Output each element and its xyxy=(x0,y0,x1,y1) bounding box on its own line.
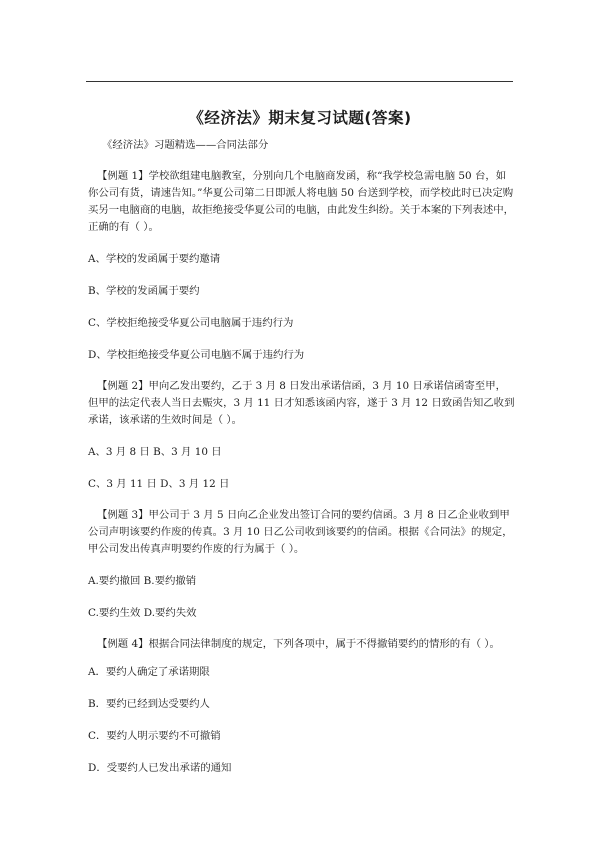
question-2-stem: 【例题 2】甲向乙发出要约，乙于 3 月 8 日发出承诺信函，3 月 10 日承诺信函寄至甲，但甲的法定代表人当日去赈灾，3 月 11 日才知悉该函内容，遂于 3 月 12 日致函告知乙收到承诺，该承诺的生效时间是（ ）。 xyxy=(88,380,515,426)
header-rule xyxy=(86,81,513,82)
question-3-options-cd: C.要约生效 D.要约失效 xyxy=(88,607,197,619)
question-4-stem: 【例题 4】根据合同法律制度的规定，下列各项中，属于不得撤销要约的情形的有（ ）。 xyxy=(97,638,500,650)
question-2-options-ab: A、3 月 8 日 B、3 月 10 日 xyxy=(88,446,222,458)
question-1-option-b: B、学校的发函属于要约 xyxy=(88,285,200,297)
document-body xyxy=(88,132,516,777)
question-1-option-d: D、学校拒绝接受华夏公司电脑不属于违约行为 xyxy=(88,349,305,361)
question-3-options-ab: A.要约撤回 B.要约撤销 xyxy=(88,575,197,587)
document-title: 《经济法》期末复习试题(答案) xyxy=(188,109,412,127)
question-1-option-c: C、学校拒绝接受华夏公司电脑属于违约行为 xyxy=(88,317,294,329)
question-1-option-a: A、学校的发函属于要约邀请 xyxy=(88,253,221,265)
document-subtitle: 《经济法》习题精选——合同法部分 xyxy=(102,139,269,151)
question-4-option-c: C．要约人明示要约不可撤销 xyxy=(88,730,221,742)
question-1-stem: 【例题 1】学校欲组建电脑教室，分别向几个电脑商发函，称“我学校急需电脑 50 台，如你公司有货，请速告知。”华夏公司第二日即派人将电脑 50 台送到学校，而学校此时已决定购买另一电脑商的电脑，故拒绝接受华夏公司的电脑，由此发生纠纷。关于本案的下列表述中，正确的有（ ）。 xyxy=(88,170,515,233)
question-4-option-b: B．要约已经到达受要约人 xyxy=(88,698,210,710)
question-2-options-cd: C、3 月 11 日 D、3 月 12 日 xyxy=(88,478,230,490)
question-4-option-d: D．受要约人已发出承诺的通知 xyxy=(88,762,232,774)
question-3-stem: 【例题 3】甲公司于 3 月 5 日向乙企业发出签订合同的要约信函。3 月 8 日乙企业收到甲公司声明该要约作废的传真。3 月 10 日乙公司收到该要约的信函。根据《合同法》的规定，甲公司发出传真声明要约作废的行为属于（ ）。 xyxy=(88,509,513,555)
question-4-option-a: A．要约人确定了承诺期限 xyxy=(88,666,210,678)
